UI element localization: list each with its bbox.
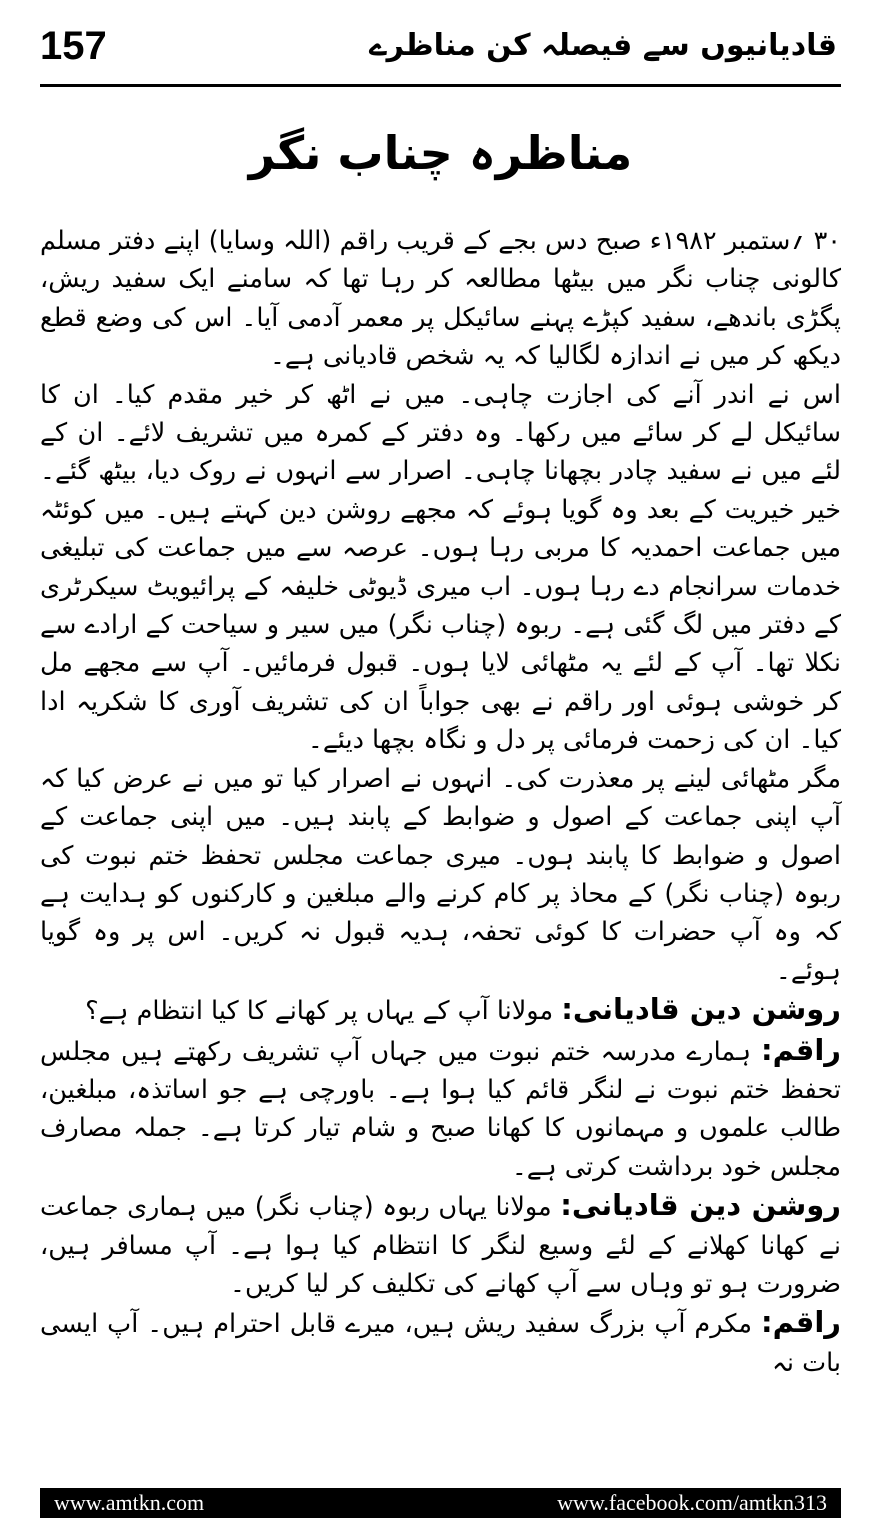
dialogue-text: مولانا یہاں ربوہ (چناب نگر) میں ہماری جماعت نے کھانا کھلانے کے لئے وسیع لنگر کا انتظام کیا ہوا ہے۔ آپ مسافر ہیں، ضرورت ہو تو وہاں سے آپ کھانے کی تکلیف کر لیا کریں۔	[40, 1192, 841, 1299]
dialogue-line	[40, 1031, 841, 1187]
dialogue-text: مکرم آپ بزرگ سفید ریش ہیں، میرے قابل احترام ہیں۔ آپ ایسی بات نہ	[40, 1309, 841, 1378]
speaker-label: روشن دین قادیانی:	[561, 992, 841, 1027]
footer-website-link[interactable]: www.amtkn.com	[54, 1490, 205, 1515]
dialogue-line	[40, 1303, 841, 1382]
speaker-label: روشن دین قادیانی:	[560, 1188, 841, 1223]
header-divider	[40, 84, 841, 87]
paragraph-intro: ۳۰ ؍ستمبر ۱۹۸۲ء صبح دس بجے کے قریب راقم (اللہ وسایا) اپنے دفتر مسلم کالونی چناب نگر میں بیٹھا مطالعہ کر رہا تھا کہ سامنے ایک سفید ریش، پگڑی باندھے، سفید کپڑے پہنے سائیکل پر معمر آدمی آیا۔ اس کی وضع قطع دیکھ کر میں نے اندازہ لگالیا کہ یہ شخص قادیانی ہے۔	[40, 226, 841, 372]
dialogue-text: مولانا آپ کے یہاں پر کھانے کا کیا انتظام ہے؟	[85, 996, 562, 1027]
speaker-label: راقم:	[761, 1305, 841, 1340]
body-text	[40, 222, 841, 1382]
page-number: 157	[40, 24, 107, 68]
paragraph-visit: اس نے اندر آنے کی اجازت چاہی۔ میں نے اٹھ کر خیر مقدم کیا۔ ان کا سائیکل لے کر سائے میں رکھا۔ وہ دفتر کے کمرہ میں تشریف لائے۔ ان کے لئے میں نے سفید چادر بچھانا چاہی۔ اصرار سے انہوں نے روک دیا، بیٹھ گئے۔ خیر خیریت کے بعد وہ گویا ہوئے کہ مجھے روشن دین کہتے ہیں۔ میں کوئٹہ میں جماعت احمدیہ کا مربی رہا ہوں۔ عرصہ سے میں جماعت کی تبلیغی خدمات سرانجام دے رہا ہوں۔ اب میری ڈیوٹی خلیفہ کے پرائیویٹ سیکرٹری کے دفتر میں لگ گئی ہے۔ ربوہ (چناب نگر) میں سیر و سیاحت کے ارادے سے نکلا تھا۔ آپ کے لئے یہ مٹھائی لایا ہوں۔ قبول فرمائیں۔ آپ سے مجھے مل کر خوشی ہوئی اور راقم نے بھی جواباً ان کی تشریف آوری کا شکریہ ادا کیا۔ ان کی زحمت فرمائی پر دل و نگاہ بچھا دیئے۔	[40, 379, 841, 756]
footer-bar	[40, 1488, 841, 1518]
dialogue-line	[40, 990, 841, 1030]
paragraph-refusal: مگر مٹھائی لینے پر معذرت کی۔ انہوں نے اصرار کیا تو میں نے عرض کیا کہ آپ اپنی جماعت کے اصول و ضوابط کے پابند ہیں۔ میں اپنی جماعت کے اصول و ضوابط کا پابند ہوں۔ میری جماعت مجلس تحفظ ختم نبوت کی ربوہ (چناب نگر) کے محاذ پر کام کرنے والے مبلغین و کارکنوں کو ہدایت ہے کہ وہ آپ حضرات کا کوئی تحفہ، ہدیہ قبول نہ کریں۔ اس پر وہ گویا ہوئے۔	[40, 763, 841, 986]
chapter-title: مناظرہ چناب نگر	[248, 126, 633, 180]
footer-facebook-link[interactable]: www.facebook.com/amtkn313	[557, 1490, 827, 1515]
speaker-label: راقم:	[761, 1032, 841, 1067]
running-title: قادیانیوں سے فیصلہ کن مناظرے	[369, 28, 837, 63]
dialogue-text: ہمارے مدرسہ ختم نبوت میں جہاں آپ تشریف رکھتے ہیں مجلس تحفظ ختم نبوت نے لنگر قائم کیا ہوا ہے۔ باورچی ہے جو اساتذہ، مبلغین، طالب علموں و مہمانوں کا کھانا صبح و شام تیار کرتا ہے۔ جملہ مصارف مجلس خود برداشت کرتی ہے۔	[40, 1036, 841, 1182]
dialogue-line	[40, 1186, 841, 1303]
